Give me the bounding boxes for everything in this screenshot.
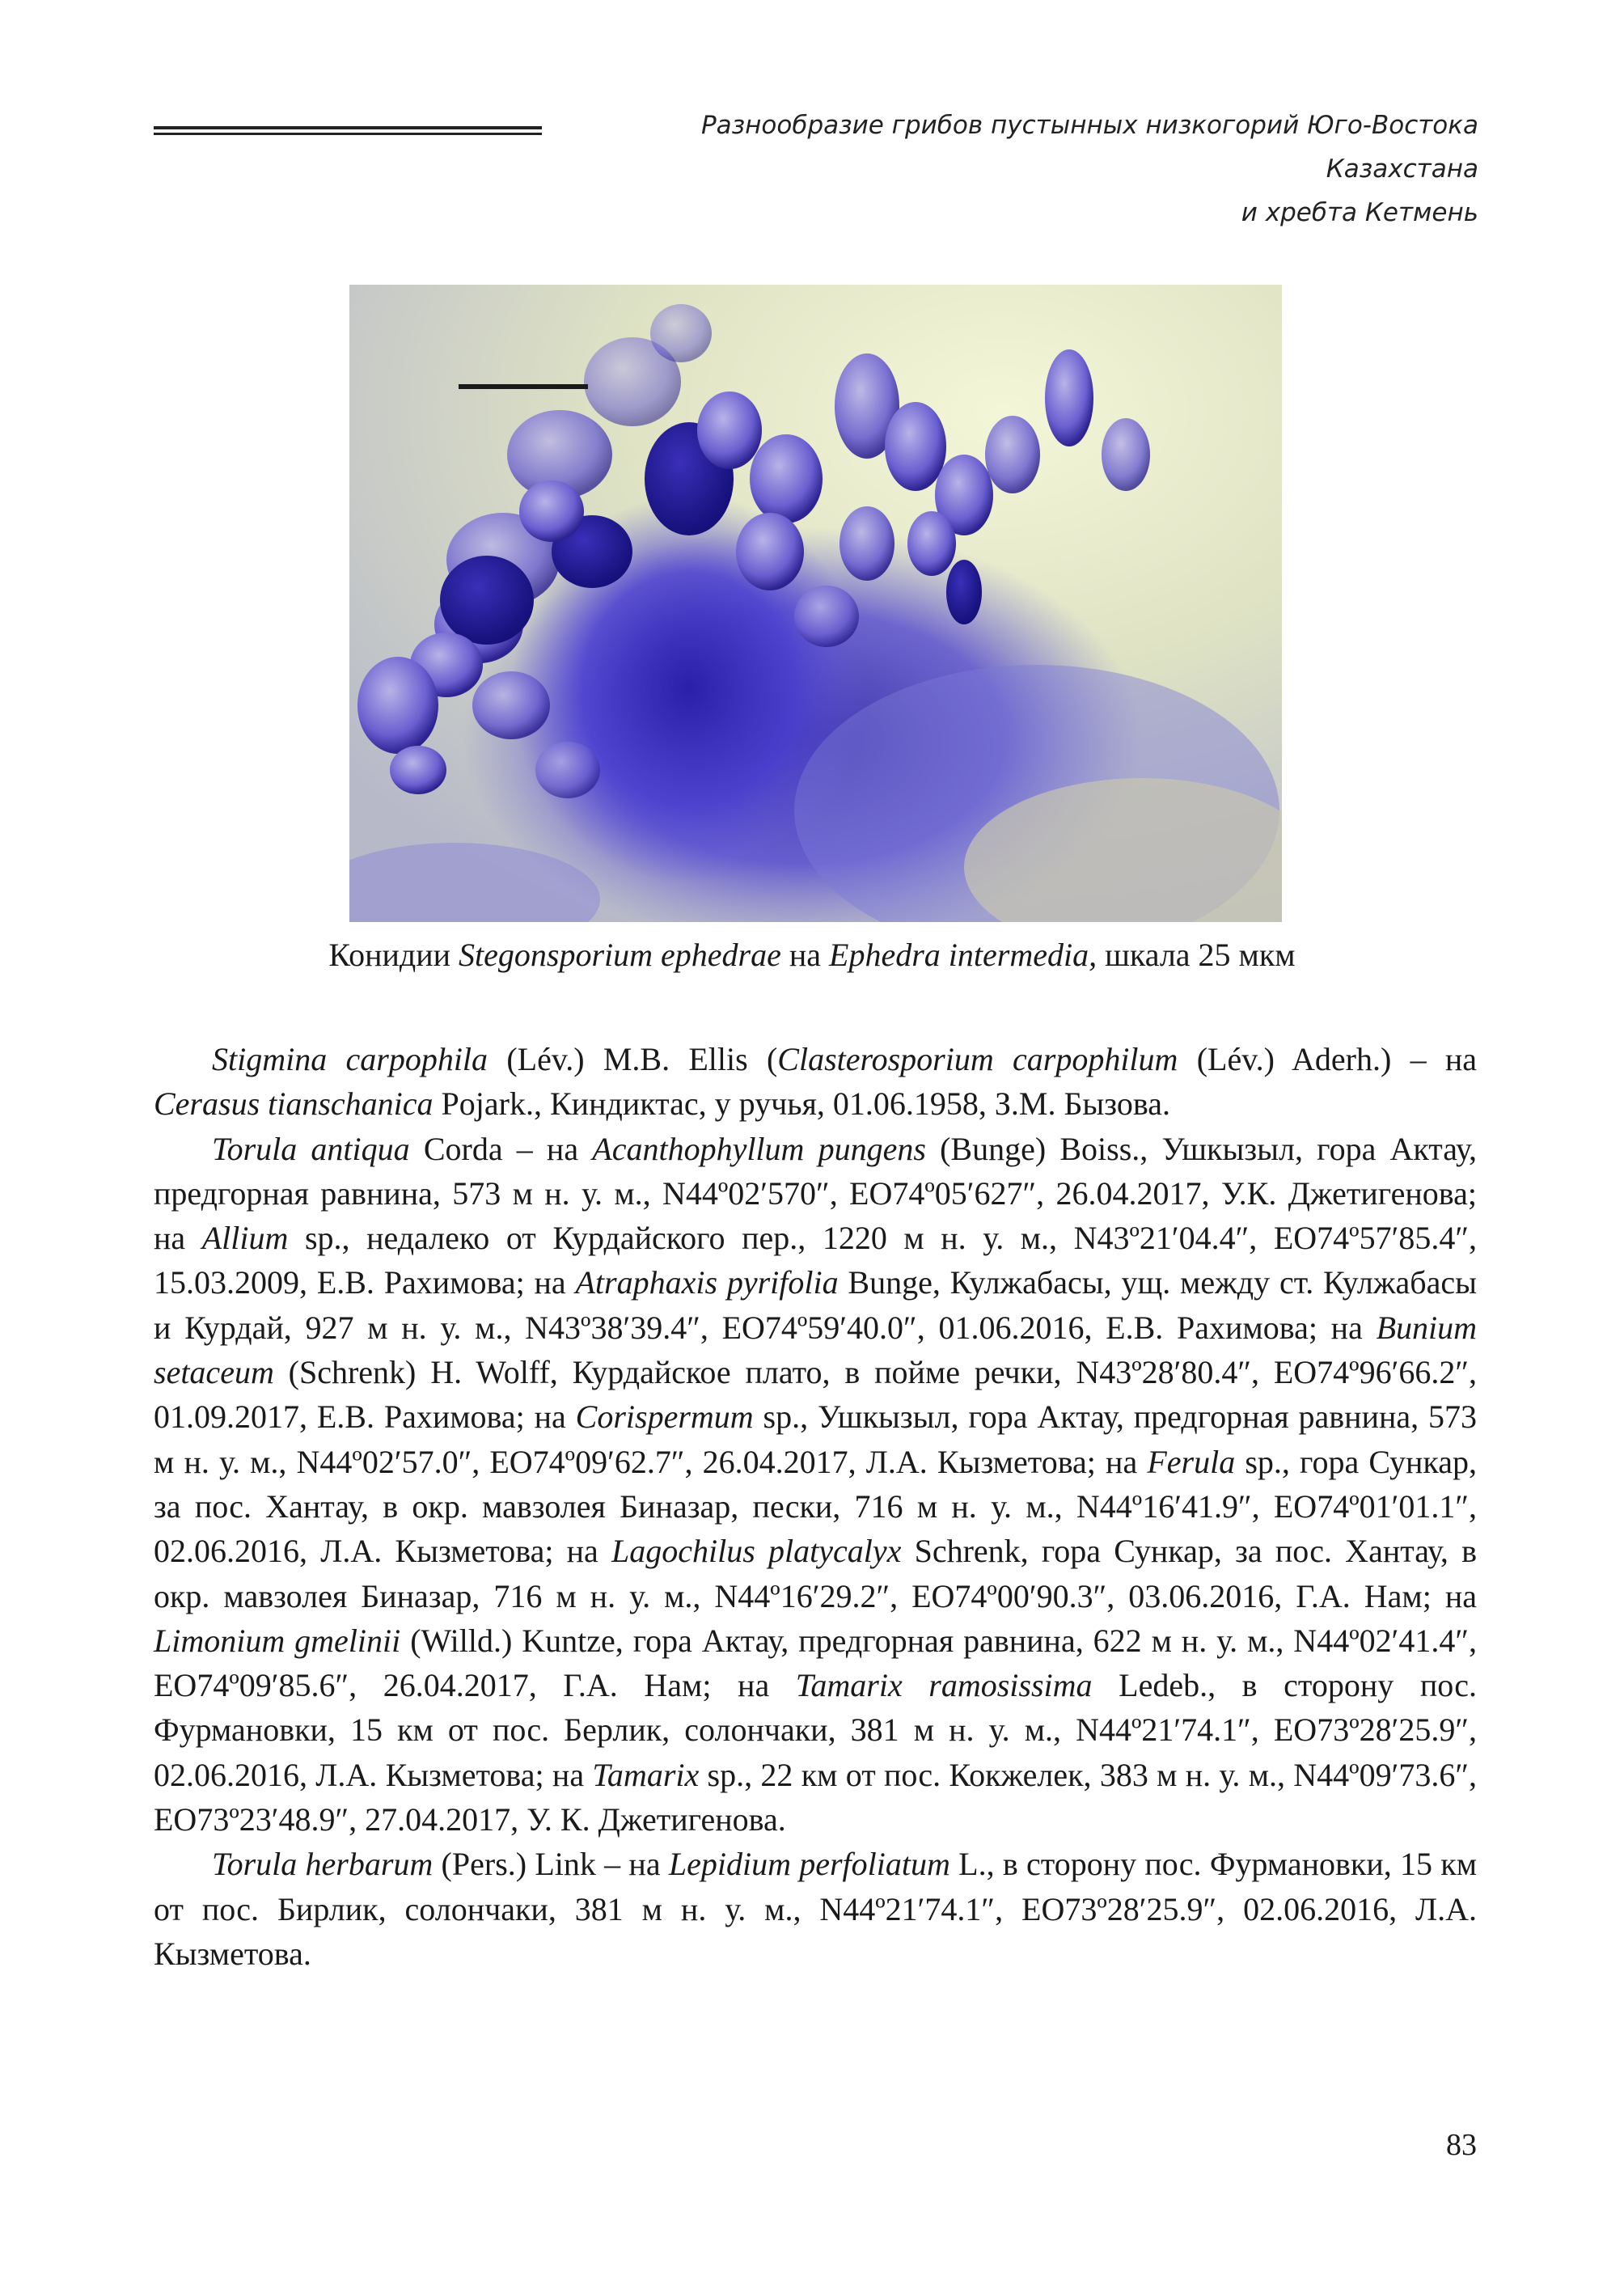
- taxon-name: Ferula: [1147, 1443, 1236, 1480]
- taxon-name: Torula antiqua: [212, 1130, 410, 1167]
- text-run: Schrenk, гора Сункар, за пос. Хантау, в окр. мавзолея Биназар, 716 м н. у. м., N44º16′29.2″, EO74º00′90.3″, 03.06.2016, Г.А. Нам; на: [154, 1533, 1478, 1614]
- taxon-name: Limonium gmelinii: [154, 1622, 401, 1659]
- caption-middle: на: [780, 937, 830, 973]
- taxon-name: Bunium setaceum: [154, 1309, 1478, 1391]
- paragraph: [154, 1842, 1477, 1976]
- page-number: 83: [1446, 2128, 1477, 2162]
- text-run: (Lév.) Aderh.) – на: [1178, 1041, 1477, 1077]
- micrograph-figure: [349, 285, 1282, 922]
- paragraph: [154, 1127, 1477, 1842]
- taxon-name: Stigmina carpophila: [212, 1041, 488, 1077]
- running-head-line1: Разнообразие грибов пустынных низкогорий Юго-Востока Казахстана: [700, 111, 1478, 184]
- text-run: Corda – на: [409, 1130, 593, 1167]
- taxon-name: Atraphaxis pyrifolia: [575, 1264, 839, 1301]
- caption-prefix: Конидии: [328, 937, 459, 973]
- paragraph: [154, 1037, 1477, 1127]
- figure-caption: [0, 934, 1624, 976]
- taxon-name: Tamarix ramosissima: [795, 1667, 1093, 1704]
- taxon-name: Lepidium perfoliatum: [668, 1846, 950, 1883]
- taxon-name: Allium: [201, 1220, 289, 1257]
- text-run: sp., 22 км от пос. Кокжелек, 383 м н. у. м., N44º09′73.6″, EO73º23′48.9″, 27.04.2017, У. К. Джетигенова.: [154, 1756, 1477, 1838]
- taxon-name: Acanthophyllum pungens: [592, 1130, 926, 1167]
- text-run: Pojark., Киндиктас, у ручья, 01.06.1958, З.М. Бызова.: [433, 1085, 1170, 1123]
- caption-host: Ephedra intermedia,: [829, 937, 1097, 973]
- running-head: [548, 104, 1478, 235]
- text-run: (Lév.) M.B. Ellis (: [488, 1041, 778, 1077]
- text-run: Bunge, Кулжабасы, ущ. между ст. Кулжабасы и Курдай, 927 м н. у. м., N43º38′39.4″, EO74º59′40.0″, 01.06.2016, Е.В. Рахимова; на: [154, 1264, 1477, 1346]
- taxon-name: Tamarix: [592, 1756, 700, 1793]
- taxon-name: Cerasus tianschanica: [154, 1085, 433, 1123]
- text-run: (Pers.) Link – на: [433, 1846, 669, 1883]
- text-run: sp., Ушкызыл, гора Актау, предгорная равнина, 573 м н. у. м., N44º02′57.0″, EO74º09′62.7″, 26.04.2017, Л.А. Кызметова; на: [154, 1398, 1478, 1480]
- caption-suffix: шкала 25 мкм: [1097, 937, 1296, 973]
- text-run: Ledeb., в сторону пос. Фурмановки, 15 км от пос. Берлик, солончаки, 381 м н. у. м., N44º21′74.1″, EO73º28′25.9″, 02.06.2016, Л.А. Кызметова; на: [154, 1667, 1477, 1793]
- caption-species: Stegonsporium ephedrae: [459, 937, 781, 973]
- text-run: (Willd.) Kuntze, гора Актау, предгорная равнина, 622 м н. у. м., N44º02′41.4″, EO74º09′85.6″, 26.04.2017, Г.А. Нам; на: [154, 1622, 1478, 1704]
- body-text: [154, 1037, 1477, 1976]
- text-run: sp., гора Сункар, за пос. Хантау, в окр. мавзолея Биназар, пески, 716 м н. у. м., N44º16′41.9″, EO74º01′01.1″, 02.06.2016, Л.А. Кызметова; на: [154, 1443, 1477, 1570]
- taxon-name: Torula herbarum: [212, 1846, 433, 1883]
- header-rule: [154, 126, 542, 137]
- running-head-line2: и хребта Кетмень: [1241, 198, 1478, 227]
- taxon-name: Clasterosporium carpophilum: [777, 1041, 1178, 1077]
- text-run: (Schrenk) H. Wolff, Курдайское плато, в пойме речки, N43º28′80.4″, EO74º96′66.2″, 01.09.2017, Е.В. Рахимова; на: [154, 1354, 1477, 1436]
- micrograph-image: [349, 285, 1282, 922]
- taxon-name: Corispermum: [575, 1398, 754, 1436]
- taxon-name: Lagochilus platycalyx: [611, 1533, 902, 1570]
- text-run: sp., недалеко от Курдайского пер., 1220 м н. у. м., N43º21′04.4″, EO74º57′85.4″, 15.03.2009, Е.В. Рахимова; на: [154, 1220, 1477, 1301]
- text-run: (Bunge) Boiss., Ушкызыл, гора Актау, предгорная равнина, 573 м н. у. м., N44º02′570″, EO74º05′627″, 26.04.2017, У.К. Джетигенова; на: [154, 1130, 1477, 1257]
- text-run: L., в сторону пос. Фурмановки, 15 км от пос. Бирлик, солончаки, 381 м н. у. м., N44º21′74.1″, EO73º28′25.9″, 02.06.2016, Л.А. Кызметова.: [154, 1846, 1478, 1972]
